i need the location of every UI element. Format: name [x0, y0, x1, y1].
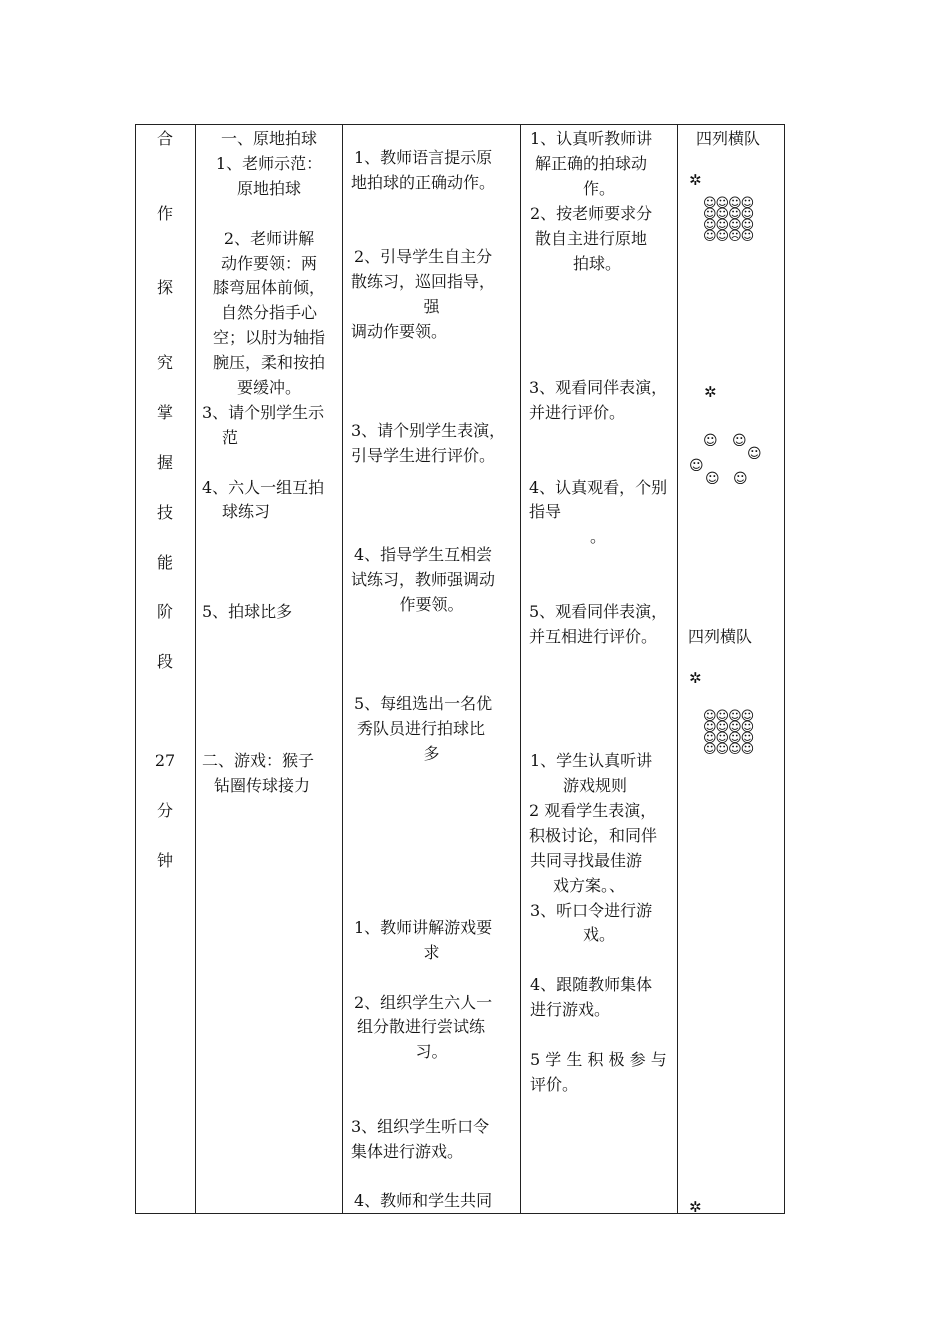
- content-line: 球练习: [222, 502, 271, 521]
- stage-char: 探: [156, 278, 173, 297]
- content-line: 要缓冲。: [236, 378, 301, 397]
- student-line: 3、观看同伴表演，: [529, 378, 668, 397]
- teacher-line: 1、教师语言提示原: [354, 148, 493, 167]
- stage-char: 分: [156, 801, 173, 820]
- content-line: 5、拍球比多: [202, 602, 293, 621]
- content-line: 3、请个别学生示: [202, 403, 325, 422]
- teacher-line: 多: [423, 744, 440, 763]
- stage-duration: 27: [154, 751, 176, 770]
- student-line: 散自主进行原地: [535, 229, 648, 248]
- student-line: 3、听口令进行游: [530, 901, 653, 920]
- stage-char: 作: [156, 204, 173, 223]
- student-line: 5 学 生 积 极 参 与: [530, 1050, 667, 1069]
- student-line: 积极讨论，和同伴: [529, 826, 658, 845]
- student-line: 并进行评价。: [529, 403, 626, 422]
- smiley-icon: ☺: [733, 471, 748, 487]
- stage-char: 合: [156, 129, 173, 148]
- content-line: 膝弯屈体前倾，: [212, 278, 325, 297]
- teacher-line: 4、教师和学生共同: [354, 1191, 493, 1210]
- student-line: 4、认真观看，个别: [529, 478, 668, 497]
- student-line: 评价。: [530, 1075, 579, 1094]
- smiley-icon: ☺: [747, 446, 762, 462]
- content-line: 二、游戏：猴子: [202, 751, 315, 770]
- content-line: 动作要领：两: [220, 254, 317, 273]
- teacher-line: 引导学生进行评价。: [351, 446, 496, 465]
- teacher-line: 地拍球的正确动作。: [351, 173, 496, 192]
- student-line: 4、跟随教师集体: [530, 975, 653, 994]
- sun-icon: ✲: [689, 171, 702, 189]
- student-line: 1、认真听教师讲: [530, 129, 653, 148]
- stage-char: 阶: [156, 602, 173, 621]
- teacher-line: 4、指导学生互相尝: [354, 545, 493, 564]
- student-line: 指导: [529, 502, 562, 521]
- content-line: 2、老师讲解: [223, 229, 315, 248]
- teacher-line: 2、组织学生六人一: [354, 993, 493, 1012]
- smiley-icon-grid: ☺☺☺☺ ☺☺☺☺ ☺☺☺☺ ☺☺☺☺: [703, 709, 754, 757]
- student-line: 5、观看同伴表演，: [529, 602, 668, 621]
- student-line: 共同寻找最佳游: [530, 851, 643, 870]
- teacher-line: 强: [423, 297, 440, 316]
- teacher-line: 作要领。: [399, 595, 464, 614]
- stage-char: 钟: [156, 851, 173, 870]
- content-line: 1、老师示范：: [215, 154, 323, 173]
- student-line: 游戏规则: [563, 776, 628, 795]
- student-line: 进行游戏。: [530, 1000, 611, 1019]
- stage-char: 究: [156, 353, 173, 372]
- column-divider: [677, 125, 678, 1213]
- sun-icon: ✲: [689, 669, 702, 687]
- smiley-icon: ☺: [732, 433, 747, 449]
- stage-char: 技: [156, 503, 173, 522]
- content-line: 自然分指手心: [220, 303, 317, 322]
- student-line: 并互相进行评价。: [529, 627, 658, 646]
- smiley-icon: ☺: [689, 458, 704, 474]
- teacher-line: 集体进行游戏。: [351, 1142, 464, 1161]
- teacher-line: 2、引导学生自主分: [354, 247, 493, 266]
- smiley-icon: ☺: [705, 471, 720, 487]
- teacher-line: 1、教师讲解游戏要: [354, 918, 493, 937]
- stage-char: 段: [156, 652, 173, 671]
- stage-char: 能: [156, 553, 173, 572]
- student-line: 解正确的拍球动: [535, 154, 648, 173]
- column-divider: [520, 125, 521, 1213]
- teacher-line: 试练习，教师强调动: [351, 570, 496, 589]
- stage-char: 掌: [156, 403, 173, 422]
- sun-icon: ✲: [689, 1198, 702, 1216]
- teacher-line: 散练习，巡回指导，: [351, 272, 496, 291]
- content-line: 腕压，柔和按拍: [212, 353, 325, 372]
- teacher-line: 3、请个别学生表演，: [351, 421, 506, 440]
- stage-char: 握: [156, 453, 173, 472]
- sun-icon: ✲: [704, 383, 717, 401]
- student-line: 。: [590, 527, 607, 546]
- content-line: 一、原地拍球: [220, 129, 317, 148]
- teacher-line: 秀队员进行拍球比: [357, 719, 486, 738]
- teacher-line: 习。: [415, 1042, 448, 1061]
- student-line: 戏。: [583, 925, 616, 944]
- student-line: 2 观看学生表演，: [529, 801, 657, 820]
- content-line: 原地拍球: [236, 179, 301, 198]
- student-line: 戏方案。、: [553, 876, 626, 895]
- formation-label: 四列横队: [696, 129, 761, 148]
- teacher-line: 3、组织学生听口令: [351, 1117, 490, 1136]
- student-line: 2、按老师要求分: [530, 204, 653, 223]
- content-line: 范: [222, 428, 239, 447]
- content-line: 4、六人一组互拍: [202, 478, 325, 497]
- smiley-icon: ☺: [703, 433, 718, 449]
- smiley-icon-grid: ☺☺☺☺ ☺☺☺☺ ☺☺☺☺ ☺☺☹☺: [703, 196, 754, 244]
- student-line: 1、学生认真听讲: [530, 751, 653, 770]
- teacher-line: 求: [423, 943, 440, 962]
- content-line: 空；以肘为轴指: [212, 328, 325, 347]
- teacher-line: 5、每组选出一名优: [354, 694, 493, 713]
- content-line: 钻圈传球接力: [214, 776, 311, 795]
- teacher-line: 调动作要领。: [351, 322, 448, 341]
- student-line: 拍球。: [573, 254, 622, 273]
- formation-label: 四列横队: [688, 627, 753, 646]
- student-line: 作。: [582, 179, 615, 198]
- teacher-line: 组分散进行尝试练: [357, 1017, 486, 1036]
